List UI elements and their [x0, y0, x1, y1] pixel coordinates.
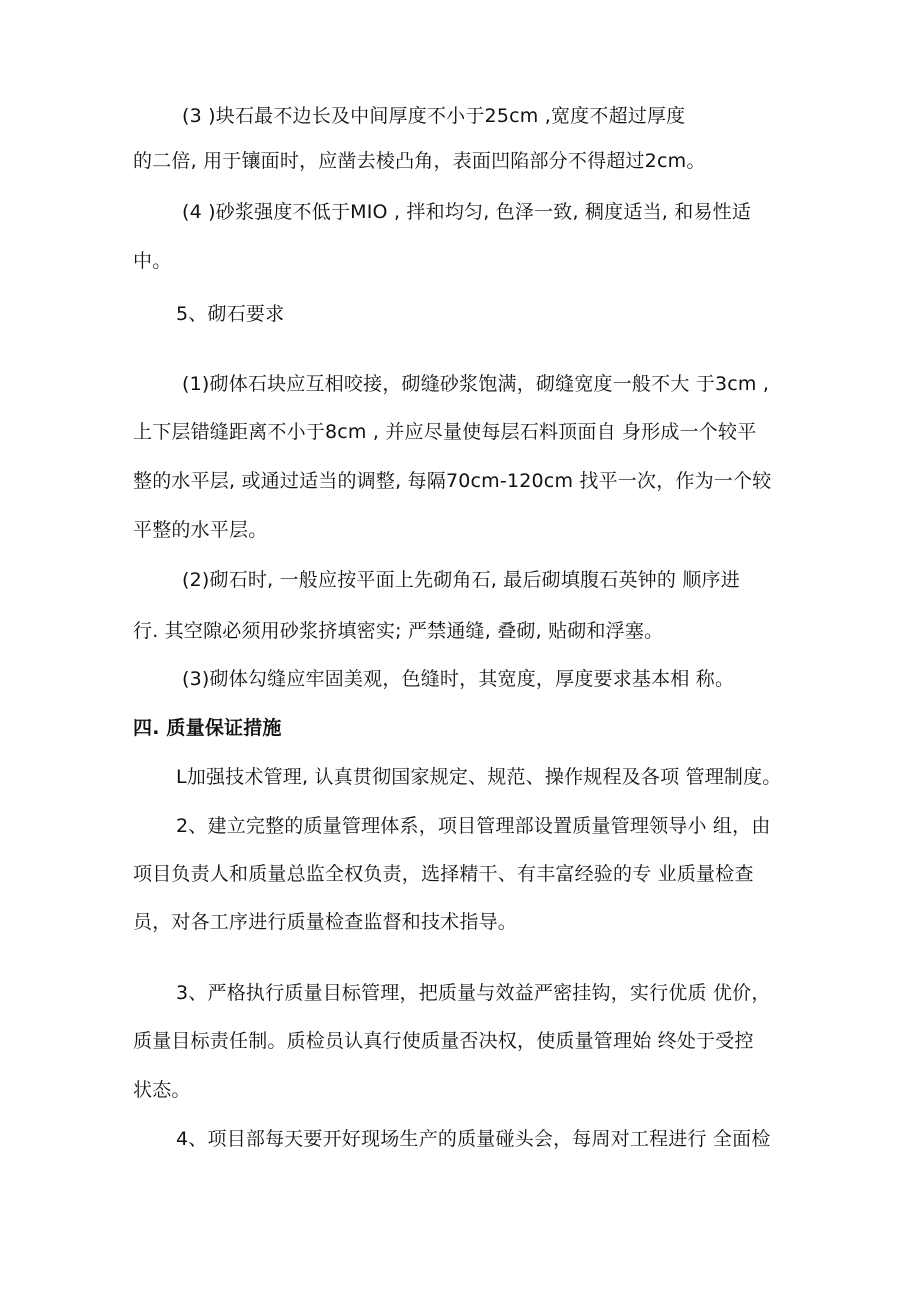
paragraph-line: 4、项目部每天要开好现场生产的质量碰头会，每周对工程进行 全面检	[176, 1128, 771, 1150]
paragraph-line: (4 )砂浆强度不低于MIO , 拌和均匀, 色泽一致, 稠度适当, 和易性适	[182, 201, 752, 223]
paragraph-line: 3、严格执行质量目标管理，把质量与效益严密挂钩，实行优质 优价，	[176, 982, 771, 1004]
paragraph-line: 质量目标责任制。质检员认真行使质量否决权，使质量管理始 终处于受控	[133, 1030, 754, 1052]
paragraph-line: 平整的水平层。	[133, 519, 268, 541]
paragraph-line: (2)砌石时, 一般应按平面上先砌角石, 最后砌填腹石英钟的 顺序进	[182, 569, 740, 591]
paragraph-line: 上下层错缝距离不小于8cm , 并应尽量使每层石料顶面自 身形成一个较平	[133, 421, 757, 443]
paragraph-line: (3)砌体勾缝应牢固美观，色缝时，其宽度，厚度要求基本相 称。	[182, 668, 735, 690]
paragraph-line: 项目负责人和质量总监全权负责，选择精干、有丰富经验的专 业质量检查	[133, 863, 754, 885]
paragraph-line: (3 )块石最不边长及中间厚度不小于25cm ,宽度不超过厚度	[182, 105, 686, 127]
paragraph-line: (1)砌体石块应互相咬接，砌缝砂浆饱满，砌缝宽度一般不大 于3cm ,	[182, 373, 770, 395]
paragraph-line: 员，对各工序进行质量检查监督和技术指导。	[133, 911, 518, 933]
paragraph-line: 整的水平层, 或通过适当的调整, 每隔70cm-120cm 找平一次，作为一个较	[133, 470, 772, 492]
section-heading: 四. 质量保证措施	[133, 717, 282, 739]
paragraph-line: 2、建立完整的质量管理体系，项目管理部设置质量管理领导小 组，由	[176, 815, 771, 837]
paragraph-line: 的二倍, 用于镶面时，应凿去棱凸角，表面凹陷部分不得超过2cm。	[133, 150, 706, 172]
section-heading: 5、砌石要求	[176, 303, 285, 325]
paragraph-line: 状态。	[133, 1079, 191, 1101]
paragraph-line: 行. 其空隙必须用砂浆挤填密实; 严禁通缝, 叠砌, 贴砌和浮塞。	[133, 620, 664, 642]
paragraph-line: 中。	[133, 250, 172, 272]
paragraph-line: L加强技术管理, 认真贯彻国家规定、规范、操作规程及各项 管理制度。	[176, 766, 782, 788]
